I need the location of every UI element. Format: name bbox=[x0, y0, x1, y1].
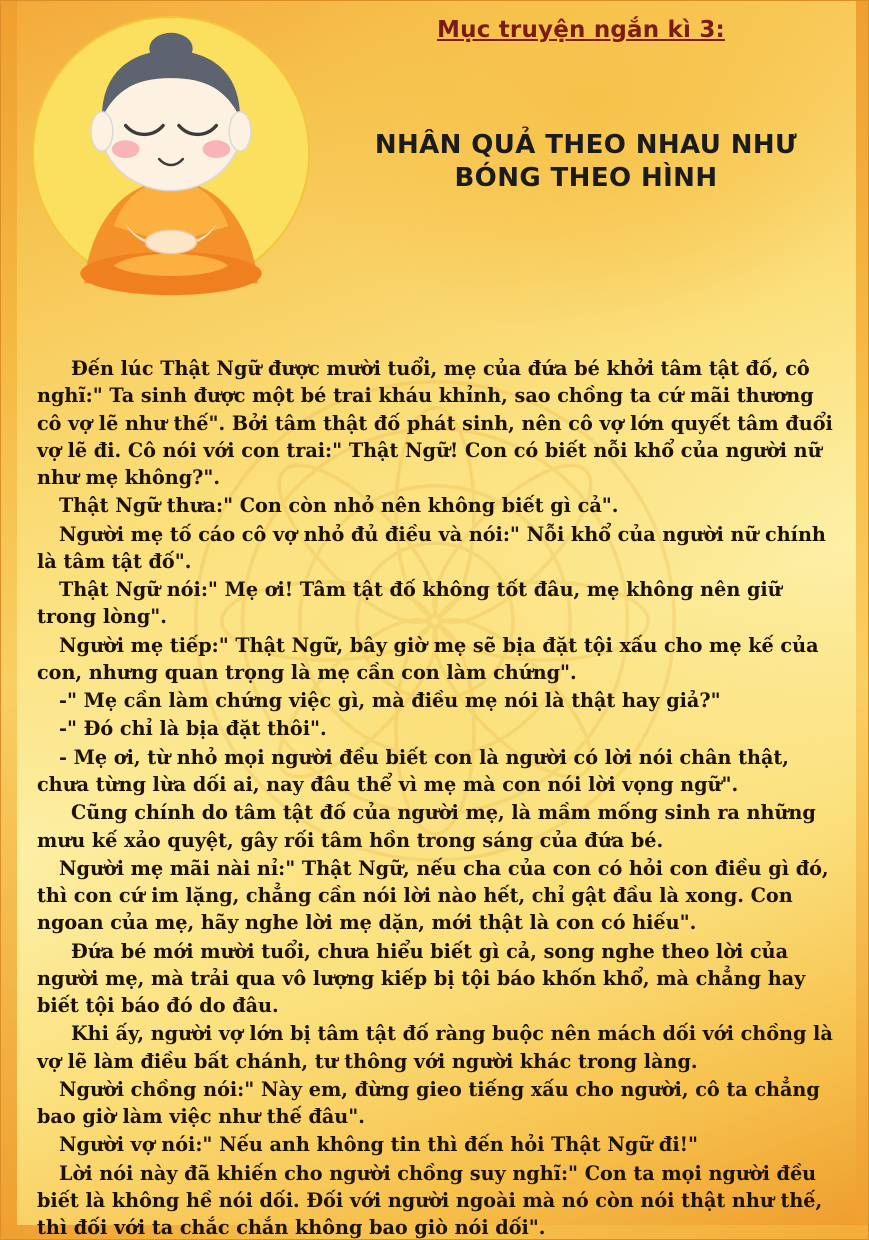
story-paragraph: Thật Ngữ nói:" Mẹ ơi! Tâm tật đố không tốt đâu, mẹ không nên giữ trong lòng". bbox=[37, 578, 782, 629]
story-paragraph: Cũng chính do tâm tật đố của người mẹ, là mầm mống sinh ra những mưu kế xảo quyệt, gây rối tâm hồn trong sáng của đứa bé. bbox=[37, 801, 816, 852]
story-paragraph: Thật Ngữ thưa:" Con còn nhỏ nên không biết gì cả". bbox=[59, 494, 619, 518]
page-title-line-2: BÓNG THEO HÌNH bbox=[454, 162, 718, 193]
section-kicker: Mục truyện ngắn kì 3: bbox=[437, 17, 725, 43]
story-paragraph: Đứa bé mới mười tuổi, chưa hiểu biết gì cả, song nghe theo lời của người mẹ, mà trải qua vô lượng kiếp bị tội báo khốn khổ, mà chẳng hay biết tội báo đó do đâu. bbox=[37, 939, 806, 1018]
page-title bbox=[321, 129, 851, 194]
story-paragraph: Người mẹ mãi nài nỉ:" Thật Ngữ, nếu cha của con có hỏi con điều gì đó, thì con cứ im lặng, chẳng cần nói lời nào hết, chỉ gật đầu là xong. Con ngoan của mẹ, hãy nghe lời mẹ dặn, mới thật là con có hiếu". bbox=[37, 856, 829, 935]
story-paragraph: Khi ấy, người vợ lớn bị tâm tật đố ràng buộc nên mách dối với chồng là vợ lẽ làm điều bất chánh, tư thông với người khác trong làng. bbox=[37, 1022, 833, 1073]
page-title-line-1: NHÂN QUẢ THEO NHAU NHƯ bbox=[374, 130, 798, 160]
meditating-monk-illustration-icon bbox=[23, 15, 319, 311]
page-header bbox=[1, 1, 868, 321]
story-paragraph: Người mẹ tiếp:" Thật Ngữ, bây giờ mẹ sẽ bịa đặt tội xấu cho mẹ kế của con, nhưng quan trọng là mẹ cần con làm chứng". bbox=[37, 633, 819, 684]
story-paragraph: Người chồng nói:" Này em, đừng gieo tiếng xấu cho người, cô ta chẳng bao giờ làm việc như thế đâu". bbox=[37, 1077, 820, 1129]
story-paragraph: Người mẹ tố cáo cô vợ nhỏ đủ điều và nói:" Nỗi khổ của người nữ chính là tâm tật đố". bbox=[37, 522, 826, 573]
story-paragraph: -" Đó chỉ là bịa đặt thôi". bbox=[59, 717, 327, 741]
story-paragraph: Đến lúc Thật Ngữ được mười tuổi, mẹ của đứa bé khởi tâm tật đố, cô nghĩ:" Ta sinh được một bé trai kháu khỉnh, sao chồng ta cứ mãi thương cô vợ lẽ như thế". Bởi tâm thật đố phát sinh, nên cô vợ lớn quyết tâm đuổi vợ lẽ đi. Cô nói với con trai:" Thật Ngữ! Con có biết nỗi khổ của người nữ như mẹ không?". bbox=[37, 357, 833, 490]
story-paragraph: Người vợ nói:" Nếu anh không tin thì đến hỏi Thật Ngữ đi!" bbox=[59, 1133, 699, 1157]
story-body bbox=[37, 321, 834, 1240]
story-paragraph: - Mẹ ơi, từ nhỏ mọi người đều biết con là người có lời nói chân thật, chưa từng lừa dối ai, nay đâu thể vì mẹ mà con nói lời vọng ngữ". bbox=[37, 745, 789, 796]
story-paragraph: -" Mẹ cần làm chứng việc gì, mà điều mẹ nói là thật hay giả?" bbox=[59, 689, 721, 713]
story-paragraph: Lời nói này đã khiến cho người chồng suy nghĩ:" Con ta mọi người đều biết là không hề nói dối. Đối với người ngoài mà nó còn nói thật như thế, thì đối với ta chắc chắn không bao giò nói dối". bbox=[37, 1161, 823, 1240]
